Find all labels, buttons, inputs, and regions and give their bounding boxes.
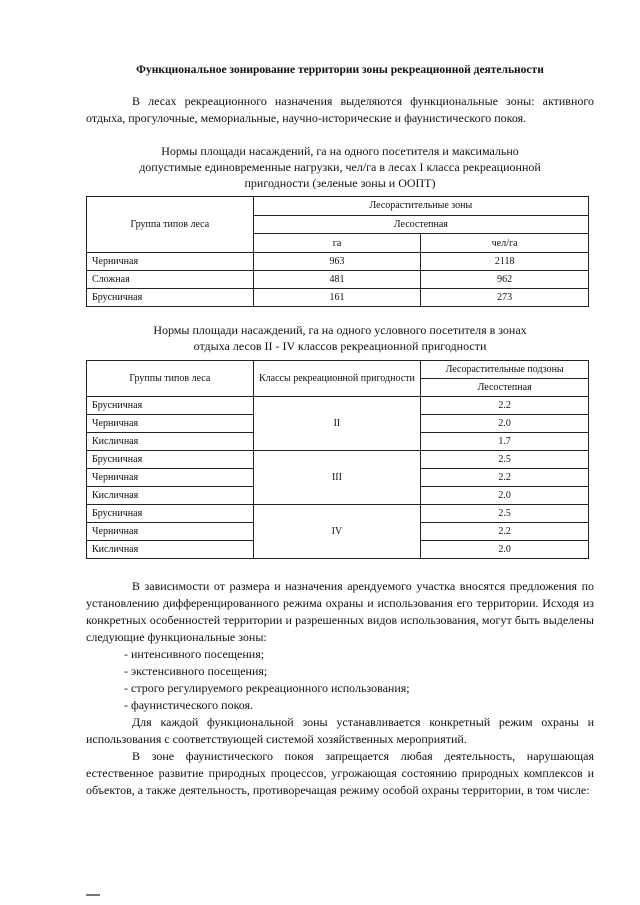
table2-cell-value: 2.2 [421, 397, 589, 415]
table1-cell-group: Брусничная [87, 289, 254, 307]
table2-cell-value: 2.2 [421, 469, 589, 487]
page-title: Функциональное зонирование территории зоны рекреационной деятельности [136, 64, 544, 76]
table1-cell-ha: 161 [253, 289, 421, 307]
table2-cell-value: 1.7 [421, 433, 589, 451]
table2-cell-group: Черничная [87, 523, 254, 541]
list-item: - интенсивного посещения; [124, 647, 265, 661]
proposals-paragraph: В зависимости от размера и назначения арендуемого участка вносятся предложения по установлению дифференцированного режима охраны и использования его территории. Исходя из конкретных особенностей территории и разрешенных видов использования, могут быть выделены следующие функциональные зоны: [86, 579, 594, 644]
table-row [87, 451, 589, 469]
table2-cell-group: Кисличная [87, 541, 254, 559]
list-item: - фаунистического покоя. [124, 698, 254, 712]
table2-header-subzones: Лесорастительные подзоны [421, 361, 589, 379]
table2-cell-value: 2.0 [421, 487, 589, 505]
list-item: - строго регулируемого рекреационного использования; [124, 681, 410, 695]
zones-list [124, 646, 410, 714]
table-row [87, 271, 589, 289]
table2-header-groups: Группы типов леса [87, 361, 254, 397]
table1-caption: Нормы площади насаждений, га на одного посетителя и максимально допустимые единовременные нагрузки, чел/га в лесах I класса рекреационной пригодности (зеленые зоны и ООПТ) [139, 144, 541, 190]
regime-paragraph: Для каждой функциональной зоны устанавливается конкретный режим охраны и использования с соответствующей системой хозяйственных мероприятий. [86, 715, 594, 746]
table-row [87, 397, 589, 415]
table1-cell-group: Сложная [87, 271, 254, 289]
fauna-paragraph: В зоне фаунистического покоя запрещается любая деятельность, нарушающая естественное развитие природных процессов, угрожающая состоянию природных комплексов и объектов, а также деятельность, противоречащая режиму особой охраны территории, в том числе: [86, 749, 594, 797]
table2-cell-group: Кисличная [87, 487, 254, 505]
table1-header-subzone: Лесостепная [253, 215, 588, 234]
table1 [86, 196, 589, 307]
table2-cell-group: Брусничная [87, 505, 254, 523]
table2-cell-group: Черничная [87, 469, 254, 487]
table2-header-subzone: Лесостепная [421, 379, 589, 397]
table1-header-people: чел/га [421, 234, 589, 253]
table2-cell-value: 2.0 [421, 541, 589, 559]
table2-cell-group: Брусничная [87, 397, 254, 415]
table-row [87, 505, 589, 523]
table2 [86, 360, 589, 559]
table1-cell-ha: 963 [253, 253, 421, 271]
table2-cell-class: III [253, 451, 421, 505]
table2-cell-value: 2.0 [421, 415, 589, 433]
table1-cell-group: Черничная [87, 253, 254, 271]
table2-cell-group: Черничная [87, 415, 254, 433]
table1-header-ha: га [253, 234, 421, 253]
table1-header-group: Группа типов леса [87, 197, 254, 253]
table2-cell-group: Брусничная [87, 451, 254, 469]
table2-cell-group: Кисличная [87, 433, 254, 451]
table2-caption: Нормы площади насаждений, га на одного условного посетителя в зонах отдыха лесов II - IV классов рекреационной пригодности [153, 323, 527, 353]
table-row [87, 289, 589, 307]
table1-cell-people: 962 [421, 271, 589, 289]
table2-cell-class: II [253, 397, 421, 451]
table2-cell-class: IV [253, 505, 421, 559]
table2-header-classes: Классы рекреационной пригодности [253, 361, 421, 397]
intro-paragraph: В лесах рекреационного назначения выделяются функциональные зоны: активного отдыха, прогулочные, мемориальные, научно-исторические и фаунистического покоя. [86, 94, 594, 125]
table1-cell-ha: 481 [253, 271, 421, 289]
scan-mark [86, 894, 100, 896]
list-item: - экстенсивного посещения; [124, 664, 268, 678]
table1-cell-people: 273 [421, 289, 589, 307]
table-row [87, 253, 589, 271]
table2-cell-value: 2.5 [421, 505, 589, 523]
table1-cell-people: 2118 [421, 253, 589, 271]
table1-header-zones: Лесорастительные зоны [253, 197, 588, 216]
table2-cell-value: 2.2 [421, 523, 589, 541]
table2-cell-value: 2.5 [421, 451, 589, 469]
